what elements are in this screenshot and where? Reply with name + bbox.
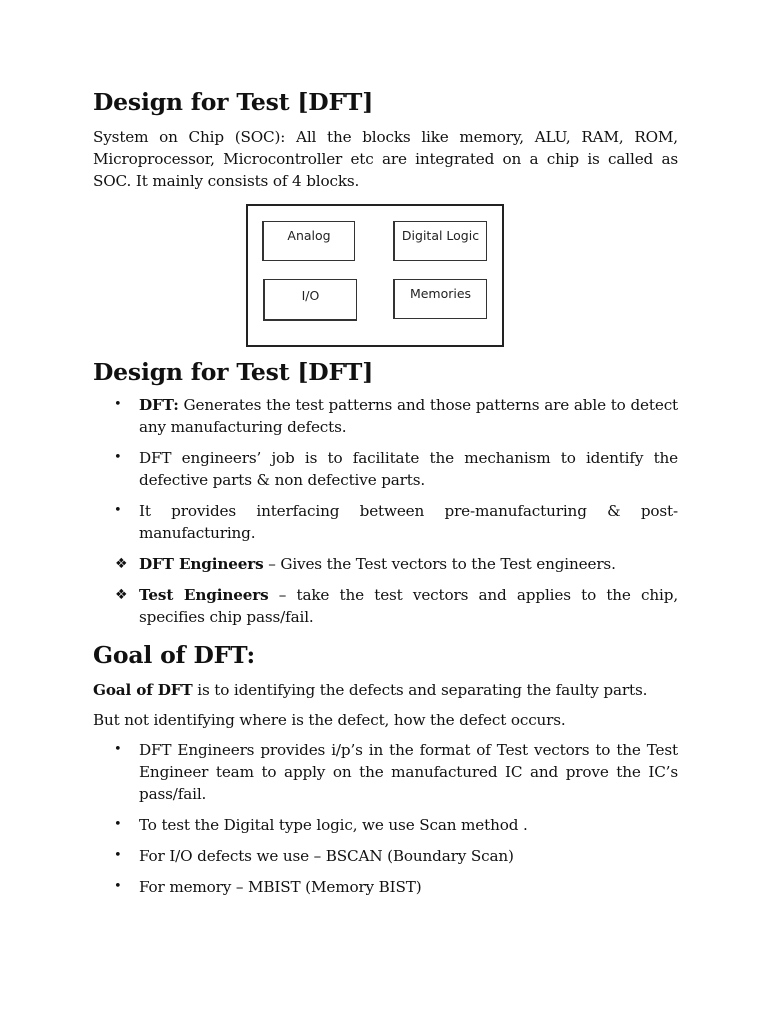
- list-item: [93, 876, 678, 898]
- list-item-text: To test the Digital type logic, we use Scan method .: [139, 816, 528, 834]
- list-item-text: – take the test vectors and applies to the chip, specifies chip pass/fail.: [139, 586, 678, 626]
- goal-bullet-list: [93, 739, 678, 898]
- list-item: [93, 447, 678, 491]
- list-item-text: It provides interfacing between pre-manufacturing & post-manufacturing.: [139, 502, 678, 542]
- list-item-bold: DFT:: [139, 396, 179, 414]
- dft-bullet-list: [93, 394, 678, 628]
- list-item: [93, 553, 678, 575]
- list-item-text: DFT engineers’ job is to facilitate the mechanism to identify the defective parts & non defective parts.: [139, 449, 678, 489]
- list-item-text: – Gives the Test vectors to the Test engineers.: [263, 555, 616, 573]
- section-heading-design-for-test-2: Design for Test [DFT]: [93, 358, 374, 386]
- bullet-marker: •: [114, 397, 122, 412]
- io-block-label: I/O: [301, 288, 320, 303]
- digital-logic-block: [393, 221, 487, 261]
- bullet-marker: •: [114, 450, 122, 465]
- soc-intro-paragraph: System on Chip (SOC): All the blocks like memory, ALU, RAM, ROM, Microprocessor, Microcontroller etc are integrated on a chip is called as SOC. It mainly consists of 4 blocks.: [93, 128, 678, 190]
- list-item-bold: Test Engineers: [139, 586, 269, 604]
- goal-paragraph: [93, 679, 678, 701]
- memories-block-label: Memories: [409, 286, 472, 301]
- bullet-marker: •: [114, 848, 122, 863]
- list-item-bold: DFT Engineers: [139, 555, 264, 573]
- goal-paragraph-text: is to identifying the defects and separating the faulty parts.: [192, 681, 648, 699]
- section-heading-design-for-test: Design for Test [DFT]: [93, 88, 374, 116]
- list-item-text: Generates the test patterns and those patterns are able to detect any manufacturing defects.: [139, 396, 678, 436]
- document-page: [93, 86, 678, 907]
- analog-block-label: Analog: [287, 228, 331, 243]
- list-item-text: DFT Engineers provides i/p’s in the format of Test vectors to the Test Engineer team to apply on the manufactured IC and prove the IC’s pass/fail.: [139, 741, 678, 803]
- soc-block-diagram: [246, 204, 504, 347]
- diamond-bullet-icon: ❖: [115, 556, 128, 572]
- list-item-text: For I/O defects we use – BSCAN (Boundary Scan): [139, 847, 514, 865]
- list-item-text: For memory – MBIST (Memory BIST): [139, 878, 422, 896]
- diamond-bullet-icon: ❖: [115, 587, 128, 603]
- memories-block: [393, 279, 487, 319]
- list-item: [93, 394, 678, 438]
- bullet-marker: •: [114, 817, 122, 832]
- bullet-marker: •: [114, 742, 122, 757]
- analog-block: [262, 221, 355, 261]
- bullet-marker: •: [114, 879, 122, 894]
- list-item: [93, 814, 678, 836]
- list-item: [93, 845, 678, 867]
- list-item: [93, 584, 678, 628]
- goal-note-paragraph: But not identifying where is the defect, how the defect occurs.: [93, 711, 566, 729]
- bullet-marker: •: [114, 503, 122, 518]
- list-item: [93, 739, 678, 805]
- list-item: [93, 500, 678, 544]
- goal-paragraph-bold: Goal of DFT: [93, 681, 193, 699]
- digital-logic-block-label: Digital Logic: [401, 228, 480, 243]
- io-block: [263, 279, 357, 321]
- section-heading-goal-of-dft: Goal of DFT:: [93, 641, 256, 669]
